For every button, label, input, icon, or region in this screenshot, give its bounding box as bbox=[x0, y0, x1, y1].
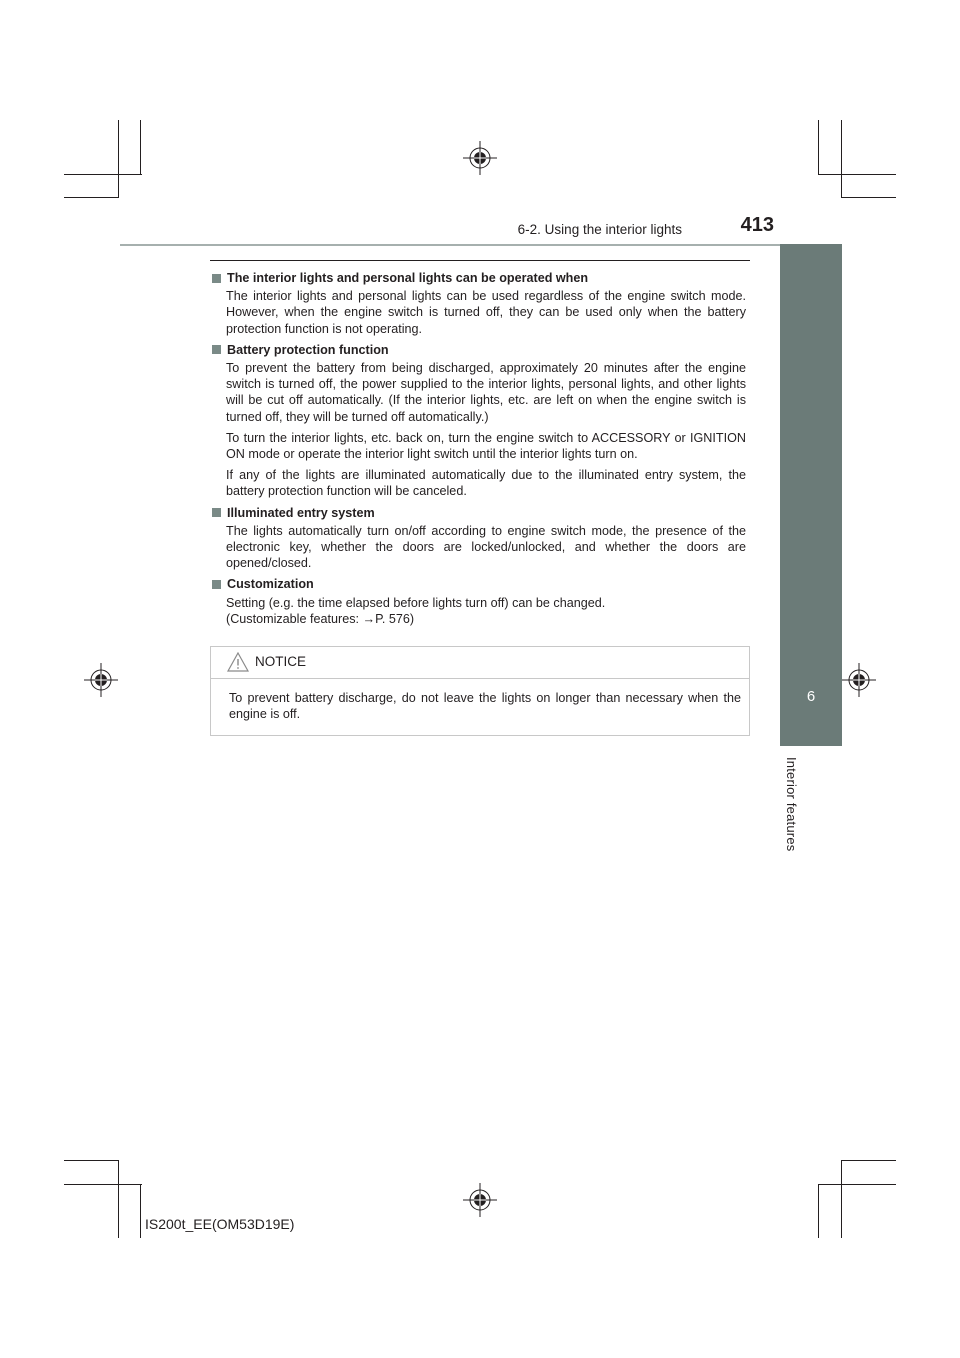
crop-mark bbox=[818, 1184, 896, 1185]
item-heading bbox=[210, 505, 746, 521]
warning-triangle-icon bbox=[227, 652, 249, 672]
registration-mark-icon bbox=[842, 663, 876, 697]
list-item bbox=[210, 576, 746, 627]
header-divider bbox=[120, 244, 842, 246]
square-bullet-icon bbox=[212, 274, 221, 283]
square-bullet-icon bbox=[212, 345, 221, 354]
item-heading bbox=[210, 342, 746, 358]
list-item bbox=[210, 342, 746, 500]
list-item bbox=[210, 505, 746, 572]
paragraph: Setting (e.g. the time elapsed before lights turn off) can be changed. bbox=[226, 595, 606, 610]
crop-mark bbox=[841, 1160, 896, 1161]
crop-mark bbox=[818, 1184, 819, 1238]
document-code: IS200t_EE(OM53D19E) bbox=[145, 1216, 295, 1232]
item-heading bbox=[210, 576, 746, 592]
registration-mark-icon bbox=[463, 1183, 497, 1217]
notice-text: To prevent battery discharge, do not leave the lights on longer than necessary when the engine is off. bbox=[229, 691, 741, 722]
page-number: 413 bbox=[740, 214, 774, 236]
notice-box bbox=[210, 646, 750, 736]
registration-mark-icon bbox=[463, 141, 497, 175]
chapter-label: Interior features bbox=[784, 757, 799, 852]
registration-mark-icon bbox=[84, 663, 118, 697]
square-bullet-icon bbox=[212, 508, 221, 517]
paragraph: To turn the interior lights, etc. back on, turn the engine switch to ACCESSORY or IGNITION ON mode or operate the interior light switch until the interior lights turn on. bbox=[226, 430, 746, 462]
item-heading-text: Battery protection function bbox=[227, 342, 389, 357]
crop-mark bbox=[841, 1160, 842, 1238]
notice-header bbox=[211, 647, 749, 679]
item-heading bbox=[210, 270, 746, 286]
list-item bbox=[210, 270, 746, 337]
crop-mark bbox=[140, 120, 141, 174]
paragraph: To prevent the battery from being discharged, approximately 20 minutes after the engine switch is turned off, the power supplied to the interior lights, personal lights, and other lights will be cut off automatically. (If the interior lights, etc. are left on when the engine switch is turned off, they will be turned off automatically.) bbox=[226, 361, 746, 424]
notice-label: NOTICE bbox=[255, 654, 307, 669]
crop-mark bbox=[118, 1160, 119, 1238]
main-content bbox=[210, 270, 746, 632]
chapter-tab bbox=[780, 244, 842, 746]
square-bullet-icon bbox=[212, 580, 221, 589]
crop-mark bbox=[118, 120, 119, 198]
chapter-number: 6 bbox=[806, 688, 816, 705]
item-heading-text: Illuminated entry system bbox=[227, 505, 375, 520]
crop-mark bbox=[64, 1184, 142, 1185]
paragraph: The lights automatically turn on/off according to engine switch mode, the presence of the electronic key, whether the doors are locked/unlocked, and whether the doors are opened/closed. bbox=[226, 523, 746, 571]
crop-mark bbox=[140, 1184, 141, 1238]
crop-mark bbox=[818, 120, 819, 174]
crop-mark bbox=[64, 197, 118, 198]
cross-reference-link[interactable]: (Customizable features: →P. 576) bbox=[226, 611, 415, 626]
crop-mark bbox=[818, 174, 896, 175]
item-heading-text: The interior lights and personal lights can be operated when bbox=[227, 271, 589, 285]
crop-mark bbox=[64, 1160, 118, 1161]
item-heading-text: Customization bbox=[227, 577, 314, 592]
crop-mark bbox=[841, 197, 896, 198]
paragraph: If any of the lights are illuminated automatically due to the illuminated entry system, the battery protection function will be canceled. bbox=[226, 468, 746, 499]
paragraph: The interior lights and personal lights can be used regardless of the engine switch mode. However, when the engine switch is turned off, they can be used only when the battery protection function is not operating. bbox=[226, 289, 746, 336]
section-title: 6-2. Using the interior lights bbox=[517, 222, 682, 237]
crop-mark bbox=[841, 120, 842, 198]
crop-mark bbox=[64, 174, 142, 175]
content-divider bbox=[210, 260, 750, 261]
